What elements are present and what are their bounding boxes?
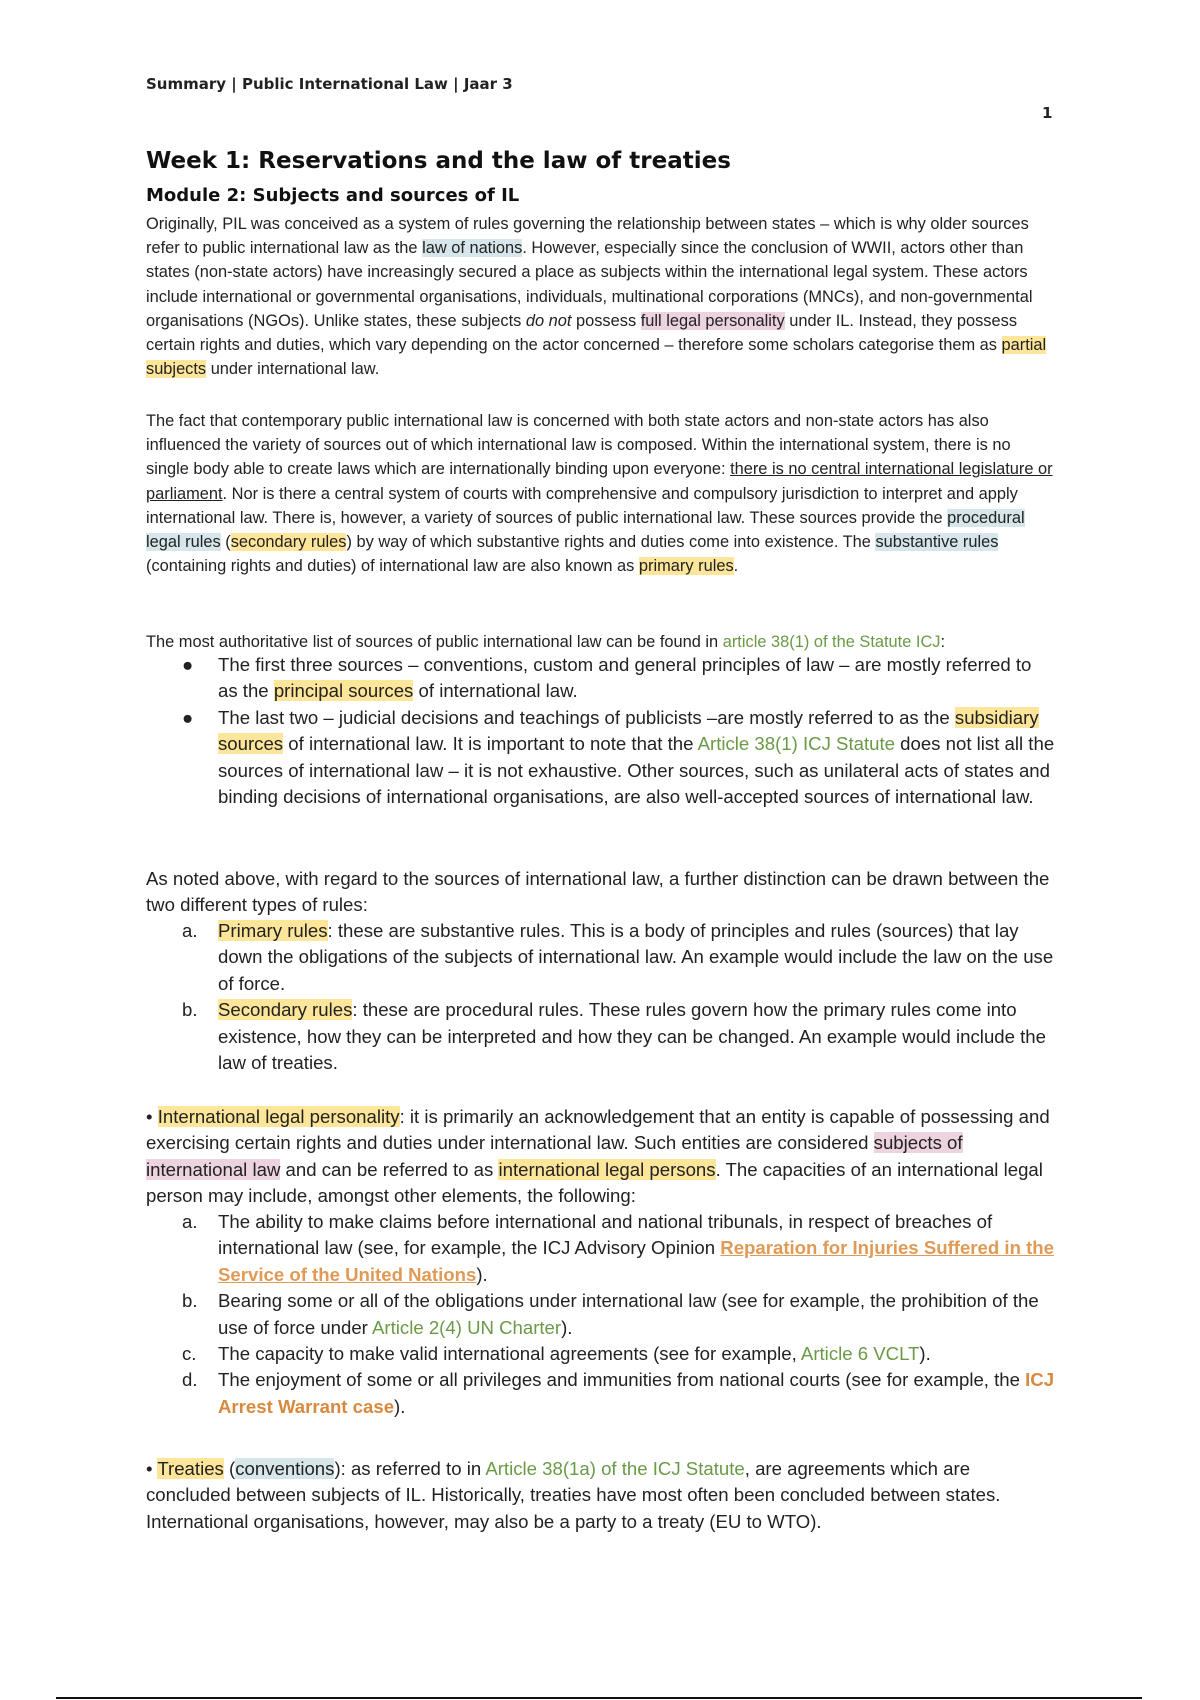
list-item: b. Bearing some or all of the obligations under international law (see for example, the prohibition of the use of force under Article 2(4) UN Charter). [182, 1290, 1039, 1338]
capacities-list [146, 1209, 1056, 1420]
highlight-international-legal-personality: International legal personality [157, 1106, 400, 1127]
page-number: 1 [1042, 104, 1053, 122]
list-item: a. The ability to make claims before international and national tribunals, in respect of breaches of international law (see, for example, the ICJ Advisory Opinion Reparation for Injuries Suffered in the Service of the United Nations). [182, 1211, 1054, 1285]
highlight-procedural-legal-rules: procedural legal rules [146, 508, 1025, 552]
highlight-treaties: Treaties [157, 1458, 224, 1479]
list-item: c. The capacity to make valid international agreements (see for example, Article 6 VCLT). [182, 1343, 931, 1365]
rules-list [146, 918, 1056, 1076]
intro-paragraph: Originally, PIL was conceived as a system of rules governing the relationship between states – which is why older sources refer to public international law as the law of nations. However, especially since the conclusion of WWII, actors other than states (non-state actors) have increasingly secured a place as subjects within the international legal system. These actors include international or governmental organisations, individuals, multinational corporations (MNCs), and non-governmental organisations (NGOs). Unlike states, these subjects do not possess full legal personality under IL. Instead, they possess certain rights and duties, which vary depending on the actor concerned – therefore some scholars categorise them as partial subjects under international law. [146, 215, 1047, 379]
sources-paragraph: The fact that contemporary public international law is concerned with both state actors and non-state actors has also influenced the variety of sources out of which international law is composed. Within the international system, there is no single body able to create laws which are internationally binding upon everyone: there is no central international legislature or parliament. Nor is there a central system of courts with comprehensive and compulsory jurisdiction to interpret and apply international law. There is, however, a variety of sources of public international law. These sources provide the procedural legal rules (secondary rules) by way of which substantive rights and duties come into existence. The substantive rules (containing rights and duties) of international law are also known as primary rules. [146, 412, 1053, 576]
link-article-38-1-statute[interactable]: article 38(1) of the Statute ICJ [722, 633, 941, 651]
highlight-law-of-nations: law of nations [422, 239, 523, 258]
highlight-partial-subjects: partial subjects [146, 336, 1047, 379]
link-article-38-1a-icj-statute[interactable]: Article 38(1a) of the ICJ Statute [485, 1458, 745, 1479]
link-article-2-4-un-charter[interactable]: Article 2(4) UN Charter [372, 1316, 562, 1338]
legal-personality-paragraph: • International legal personality: it is primarily an acknowledgement that an entity is capable of possessing and exercising certain rights and duties under international law. Such entities are considered subjects of international law and can be referred to as international legal persons. The capacities of an international legal person may include, amongst other elements, the following: [146, 1106, 1050, 1207]
underlined-no-central-legislature: there is no central international legislature or parliament [146, 460, 1053, 503]
list-item: ● The last two – judicial decisions and teachings of publicists –are mostly referred to as the subsidiary sources of international law. It is important to note that the Article 38(1) ICJ Statute does not list all the sources of international law – it is not exhaustive. Other sources, such as unilateral acts of states and binding decisions of international organisations, are also well-accepted sources of international law. [182, 706, 1055, 808]
link-icj-arrest-warrant-case[interactable]: ICJ Arrest Warrant case [218, 1369, 1055, 1417]
highlight-subsidiary-sources: subsidiary sources [218, 706, 1039, 755]
running-header: Summary | Public International Law | Jaar 3 [146, 75, 513, 93]
list-item: ● The first three sources – conventions, custom and general principles of law – are mostly referred to as the principal sources of international law. [182, 654, 1032, 702]
link-article-6-vclt[interactable]: Article 6 VCLT [800, 1343, 920, 1365]
list-item: b. Secondary rules: these are procedural rules. These rules govern how the primary rules come into existence, how they can be interpreted and how they can be changed. An example would include the law of treaties. [182, 999, 1046, 1074]
highlight-substantive-rules: substantive rules [875, 533, 999, 552]
highlight-primary-rules-term: Primary rules [218, 920, 328, 941]
highlight-primary-rules: primary rules [638, 557, 734, 576]
highlight-secondary-rules: secondary rules [230, 533, 347, 552]
article-38-intro: The most authoritative list of sources of public international law can be found in article 38(1) of the Statute ICJ: [146, 633, 946, 651]
footer-divider [56, 1697, 1142, 1699]
link-article-38-1-icj-statute[interactable]: Article 38(1) ICJ Statute [697, 733, 895, 755]
highlight-conventions: conventions [235, 1458, 335, 1479]
highlight-subjects-of-international-law: subjects of international law [146, 1132, 963, 1180]
treaties-paragraph: • Treaties (conventions): as referred to in Article 38(1a) of the ICJ Statute, are agreements which are concluded between subjects of IL. Historically, treaties have most often been concluded between states. International organisations, however, may also be a party to a treaty (EU to WTO). [146, 1458, 1001, 1532]
highlight-principal-sources: principal sources [273, 680, 414, 702]
highlight-international-legal-persons: international legal persons [498, 1158, 716, 1180]
link-reparation-for-injuries[interactable]: Reparation for Injuries Suffered in the Service of the United Nations [218, 1237, 1054, 1285]
highlight-secondary-rules-term: Secondary rules [218, 999, 353, 1021]
sources-bullet-list [146, 652, 1056, 810]
highlight-full-legal-personality: full legal personality [640, 311, 785, 330]
list-item: a. Primary rules: these are substantive rules. This is a body of principles and rules (sources) that lay down the obligations of the subjects of international law. An example would include the law on the use of force. [182, 920, 1054, 994]
module-heading: Module 2: Subjects and sources of IL [146, 185, 520, 206]
week-heading: Week 1: Reservations and the law of treaties [146, 148, 731, 174]
list-item: d. The enjoyment of some or all privileges and immunities from national courts (see for example, the ICJ Arrest Warrant case). [182, 1369, 1055, 1417]
rules-distinction-paragraph: As noted above, with regard to the sources of international law, a further distinction can be drawn between the two different types of rules: [146, 868, 1050, 916]
